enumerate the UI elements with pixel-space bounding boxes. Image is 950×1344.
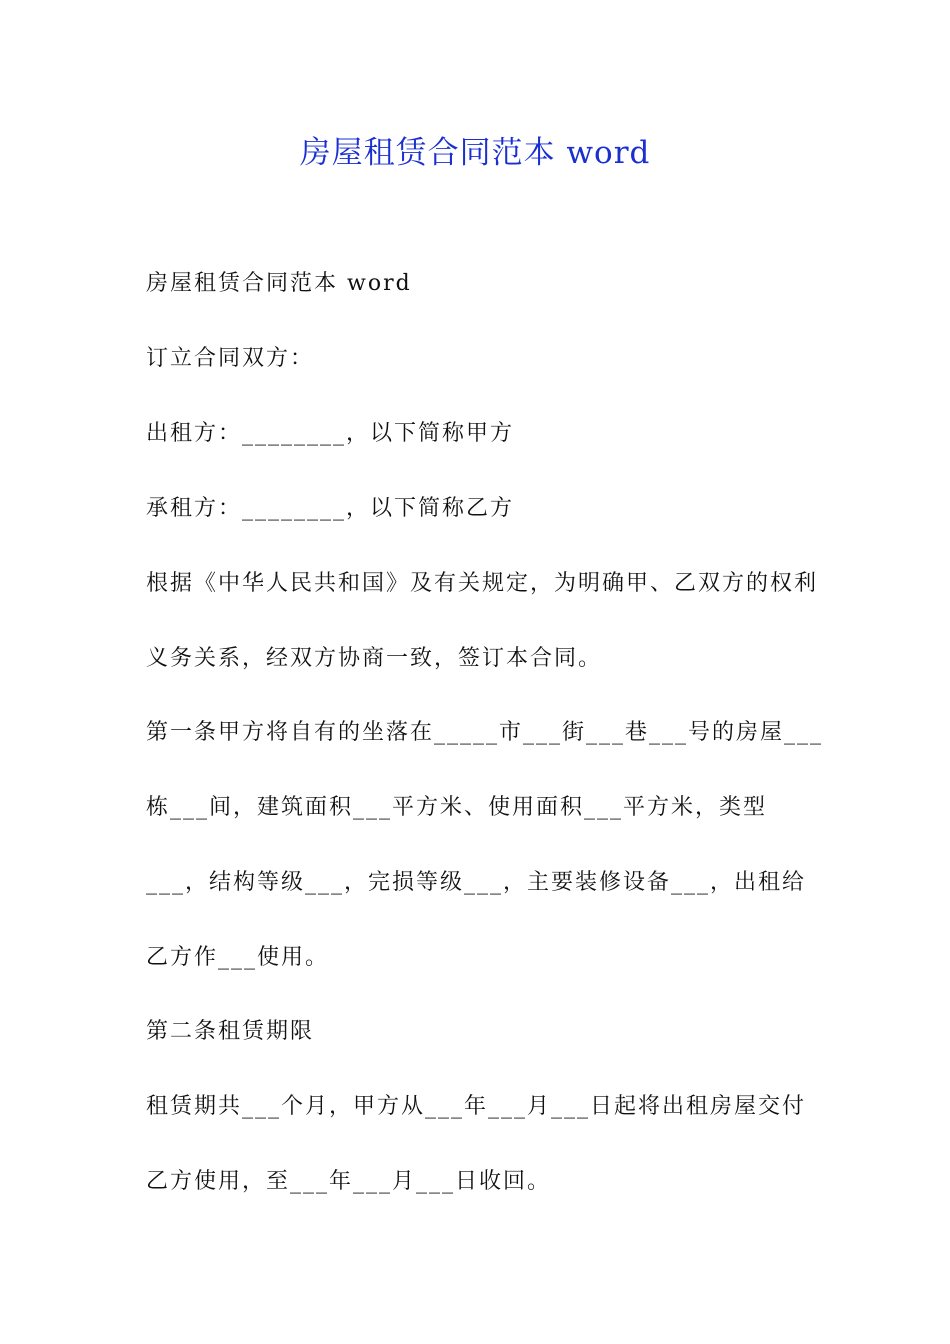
paragraph-parties: 订立合同双方： xyxy=(146,346,315,371)
document-title: 房屋租赁合同范本 word xyxy=(299,135,651,171)
paragraph-basis: 根据《中华人民共和国》及有关规定，为明确甲、乙双方的权利义务关系，经双方协商一致，签订本合同。 xyxy=(146,571,819,671)
paragraph-lessor: 出租方：________，以下简称甲方 xyxy=(146,421,515,446)
paragraph-lessee: 承租方：________，以下简称乙方 xyxy=(146,496,515,521)
paragraph-article-2-term: 租赁期共___个月，甲方从___年___月___日起将出租房屋交付乙方使用，至___年___月___日收回。 xyxy=(146,1094,807,1194)
document-body xyxy=(146,262,826,1234)
paragraph-heading: 房屋租赁合同范本 word xyxy=(146,271,412,296)
paragraph-article-2-heading: 第二条租赁期限 xyxy=(146,1019,315,1044)
paragraph-article-1: 第一条甲方将自有的坐落在_____市___街___巷___号的房屋___栋___间，建筑面积___平方米、使用面积___平方米，类型___，结构等级___，完损等级___，主要装修设备___，出租给乙方作___使用。 xyxy=(146,720,824,970)
